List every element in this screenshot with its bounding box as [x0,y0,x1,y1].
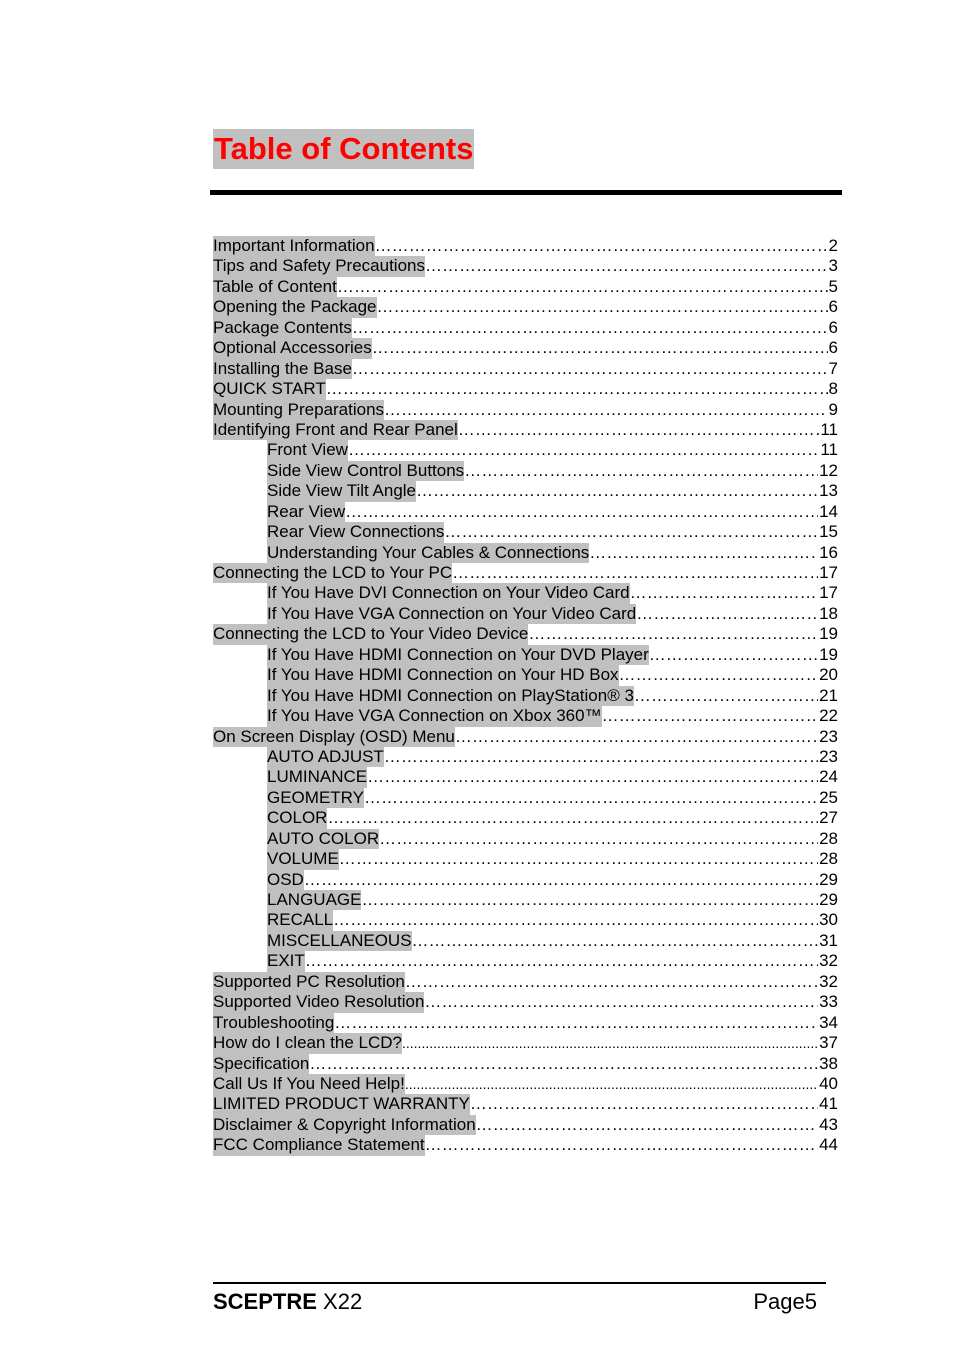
toc-leader [464,461,818,481]
toc-entry-label: Side View Control Buttons [267,460,465,480]
table-of-contents [213,236,838,1156]
toc-entry[interactable] [213,420,838,440]
toc-entry[interactable] [213,604,838,624]
toc-entry[interactable] [213,849,838,869]
toc-entry[interactable] [213,1054,838,1074]
toc-entry-label: Rear View [267,501,346,521]
toc-entry-label: Opening the Package [213,297,377,317]
toc-entry-label: Supported PC Resolution [213,971,405,991]
toc-entry-page: 41 [819,1094,838,1114]
toc-leader [379,829,818,849]
toc-leader [619,665,819,685]
toc-entry-label: Identifying Front and Rear Panel [213,419,458,439]
toc-entry[interactable] [213,808,838,828]
toc-entry-label: Table of Content [213,276,337,296]
toc-leader [405,972,818,992]
toc-entry[interactable] [213,583,838,603]
toc-leader [649,645,818,665]
toc-leader [476,1115,818,1135]
toc-entry[interactable] [213,236,838,256]
toc-entry-page: 32 [819,951,838,971]
toc-entry-page: 28 [819,828,838,848]
toc-entry-page: 31 [819,930,838,950]
toc-entry[interactable] [213,645,838,665]
toc-entry[interactable] [213,502,838,522]
toc-entry-page: 34 [819,1012,838,1032]
toc-leader [375,236,828,256]
toc-entry-page: 25 [819,787,838,807]
toc-leader [416,481,818,501]
toc-leader [304,870,818,890]
toc-leader [384,400,827,420]
toc-entry-page: 16 [819,542,838,562]
toc-entry-label: AUTO ADJUST [267,746,384,766]
toc-entry[interactable] [213,972,838,992]
toc-entry-label: Mounting Preparations [213,399,385,419]
toc-entry-label: Troubleshooting [213,1012,335,1032]
toc-entry-page: 12 [819,460,838,480]
toc-entry[interactable] [213,829,838,849]
toc-entry-label: OSD [267,869,304,889]
toc-leader [444,522,818,542]
toc-entry-label: Understanding Your Cables & Connections [267,542,590,562]
toc-entry-page: 23 [819,746,838,766]
toc-entry[interactable] [213,1033,838,1053]
toc-leader [470,1094,818,1114]
toc-leader [636,604,818,624]
toc-entry-label: Connecting the LCD to Your PC [213,563,453,582]
toc-leader [361,890,818,910]
toc-entry-page: 30 [819,910,838,930]
toc-entry[interactable] [213,440,838,460]
toc-entry[interactable] [213,665,838,685]
toc-entry[interactable] [213,1135,838,1155]
toc-entry-label: Side View Tilt Angle [267,481,416,501]
toc-leader [352,359,828,379]
toc-leader [305,951,818,971]
toc-entry[interactable] [213,910,838,930]
toc-leader [458,420,820,440]
toc-entry[interactable] [213,870,838,890]
toc-entry[interactable] [213,686,838,706]
toc-leader [634,686,818,706]
toc-entry[interactable] [213,338,838,358]
toc-entry-label: VOLUME [267,849,339,869]
toc-entry[interactable] [213,297,838,317]
toc-leader [412,931,819,951]
toc-entry[interactable] [213,706,838,726]
toc-entry[interactable] [213,747,838,767]
toc-leader [334,1013,818,1033]
toc-entry-page: 5 [828,276,838,296]
toc-entry-label: EXIT [267,951,305,971]
toc-leader [602,706,819,726]
toc-entry-page: 38 [819,1053,838,1073]
toc-leader [425,256,828,276]
toc-entry-page: 37 [819,1033,838,1053]
toc-entry[interactable] [213,1074,838,1094]
toc-entry-label: Supported Video Resolution [213,992,425,1012]
toc-entry-page: 3 [828,256,838,276]
toc-entry[interactable] [213,767,838,787]
toc-entry-label: QUICK START [213,379,326,399]
toc-entry-label: Connecting the LCD to Your Video Device [213,624,529,644]
toc-entry-label: If You Have VGA Connection on Xbox 360™ [267,706,602,726]
toc-entry-label: Call Us If You Need Help! [213,1073,405,1093]
toc-entry-page: 27 [819,808,838,828]
toc-entry[interactable] [213,951,838,971]
toc-entry-page: 6 [828,338,838,358]
toc-leader [630,583,818,603]
toc-entry-page: 14 [819,501,838,521]
toc-leader [337,277,828,297]
toc-entry[interactable] [213,543,838,563]
toc-entry[interactable] [213,481,838,501]
toc-entry[interactable] [213,727,838,747]
toc-entry[interactable] [213,624,838,644]
toc-entry-page: 9 [828,399,838,419]
toc-leader [348,440,819,460]
toc-entry[interactable] [213,277,838,297]
toc-entry[interactable] [213,522,838,542]
toc-leader [326,379,828,399]
toc-entry-label: MISCELLANEOUS [267,930,412,950]
footer-divider [213,1282,826,1284]
toc-entry-label: If You Have HDMI Connection on Your DVD Player [267,644,649,664]
toc-entry-page: 11 [820,440,838,460]
toc-entry[interactable] [213,1094,838,1114]
toc-leader [528,624,818,644]
toc-leader [367,767,818,787]
toc-leader [333,910,818,930]
toc-entry-label: Front View [267,440,348,460]
toc-entry-label: On Screen Display (OSD) Menu [213,726,455,746]
footer-brand [213,1289,362,1315]
toc-entry-page: 44 [819,1135,838,1155]
toc-entry-label: Specification [213,1053,310,1073]
toc-entry-page: 17 [819,563,838,582]
toc-entry[interactable] [213,992,838,1012]
toc-entry-label: LUMINANCE [267,767,368,787]
brand-name: SCEPTRE [213,1289,317,1314]
toc-entry-label: Rear View Connections [267,522,445,542]
toc-entry-label: Installing the Base [213,358,352,378]
toc-entry[interactable] [213,1013,838,1033]
toc-entry-label: If You Have HDMI Connection on Your HD Box [267,665,619,685]
toc-entry-page: 13 [819,481,838,501]
toc-entry-label: Tips and Safety Precautions [213,256,425,276]
toc-leader [424,992,818,1012]
toc-entry-label: Optional Accessories [213,338,372,358]
toc-leader [405,1074,818,1094]
toc-entry[interactable] [213,890,838,910]
toc-entry-page: 19 [819,624,838,644]
toc-entry-page: 19 [819,644,838,664]
toc-entry[interactable] [213,1115,838,1135]
toc-entry-page: 21 [819,685,838,705]
page-title: Table of Contents [213,129,474,169]
toc-leader [364,788,818,808]
toc-entry-page: 7 [828,358,838,378]
toc-entry-page: 20 [819,665,838,685]
toc-entry-page: 29 [819,890,838,909]
toc-leader [377,297,828,317]
toc-entry[interactable] [213,359,838,379]
toc-entry-page: 11 [820,419,838,439]
model-name: X22 [323,1289,363,1314]
toc-entry-label: RECALL [267,910,334,930]
toc-leader [589,543,818,563]
toc-leader [425,1135,818,1155]
toc-entry-page: 23 [819,726,838,746]
toc-entry-page: 29 [819,869,838,889]
toc-entry-label: LANGUAGE [267,890,362,909]
toc-entry-label: If You Have VGA Connection on Your Video Card [267,603,637,623]
toc-entry-label: If You Have HDMI Connection on PlayStation® 3 [267,685,634,705]
toc-leader [309,1054,818,1074]
toc-leader [372,338,828,358]
title-divider [210,190,842,195]
toc-leader [352,318,828,338]
toc-entry-label: Important Information [213,236,375,255]
toc-entry-page: 15 [819,522,838,542]
toc-entry-label: FCC Compliance Statement [213,1135,425,1155]
toc-entry-page: 43 [819,1114,838,1134]
toc-entry-label: Disclaimer & Copyright Information [213,1114,476,1134]
toc-entry-label: COLOR [267,808,328,828]
toc-entry[interactable] [213,788,838,808]
toc-entry[interactable] [213,563,838,583]
toc-leader [339,849,818,869]
toc-entry[interactable] [213,379,838,399]
toc-entry-page: 18 [819,603,838,623]
toc-entry-page: 32 [819,971,838,991]
toc-entry[interactable] [213,318,838,338]
toc-entry-page: 28 [819,849,838,869]
toc-entry-page: 6 [828,297,838,317]
toc-entry-page: 8 [828,379,838,399]
toc-entry-page: 2 [828,236,838,255]
toc-leader [402,1033,818,1053]
toc-entry-label: LIMITED PRODUCT WARRANTY [213,1094,470,1114]
toc-entry-label: GEOMETRY [267,787,364,807]
toc-leader [452,563,818,583]
toc-entry-page: 24 [819,767,838,787]
toc-entry[interactable] [213,461,838,481]
toc-entry[interactable] [213,256,838,276]
toc-entry-page: 22 [819,706,838,726]
toc-entry[interactable] [213,400,838,420]
toc-leader [345,502,818,522]
toc-entry-label: How do I clean the LCD? [213,1033,402,1053]
toc-leader [455,727,818,747]
toc-entry-page: 33 [819,992,838,1012]
toc-leader [384,747,818,767]
toc-entry-label: AUTO COLOR [267,828,380,848]
toc-leader [327,808,818,828]
toc-entry-label: Package Contents [213,317,352,337]
toc-entry-page: 17 [819,583,838,603]
toc-entry-page: 6 [828,317,838,337]
toc-entry-label: If You Have DVI Connection on Your Video Card [267,583,630,603]
toc-entry[interactable] [213,931,838,951]
footer-page-number: Page5 [753,1289,817,1314]
toc-entry-page: 40 [819,1073,838,1093]
